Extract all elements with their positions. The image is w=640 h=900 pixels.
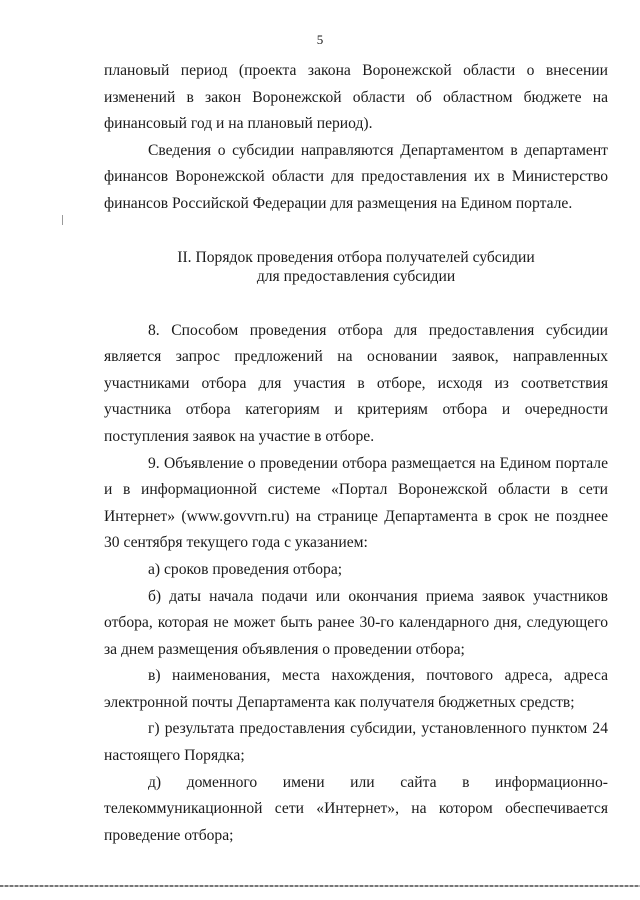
section-heading-line1: II. Порядок проведения отбора получателей субсидии bbox=[177, 248, 535, 266]
list-item-a: а) сроков проведения отбора; bbox=[148, 560, 343, 578]
section-heading bbox=[104, 248, 608, 286]
clause-8: 8. Способом проведения отбора для предоставления субсидии является запрос предложений на основании заявок, направленных участниками отбора для участия в отборе, исходя из соответствия участника отбора категориям и критериям отбора и очередности поступления заявок на участие в отборе. bbox=[104, 321, 608, 445]
document-body bbox=[104, 58, 608, 849]
scan-margin-mark bbox=[62, 215, 63, 225]
list-item-b: б) даты начала подачи или окончания приема заявок участников отбора, которая не может быть ранее 30-го календарного дня, следующего за днем размещения объявления о проведении отбора; bbox=[104, 587, 608, 658]
list-item-v: в) наименования, места нахождения, почтового адреса, адреса электронной почты Департамента как получателя бюджетных средств; bbox=[104, 667, 608, 711]
list-item-d: д) доменного имени или сайта в информационно-телекоммуникационной сети «Интернет», на котором обеспечивается проведение отбора; bbox=[104, 773, 608, 844]
paragraph-subsidy-info: Сведения о субсидии направляются Департаментом в департамент финансов Воронежской области для предоставления их в Министерство финансов Российской Федерации для размещения на Едином портале. bbox=[104, 141, 608, 212]
scan-bottom-edge bbox=[0, 885, 640, 887]
section-heading-line2: для предоставления субсидии bbox=[256, 267, 456, 285]
clause-9: 9. Объявление о проведении отбора размещается на Едином портале и в информационной системе «Портал Воронежской области в сети Интернет» (www.govvrn.ru) на странице Департамента в срок не позднее 30 сентября текущего года с указанием: bbox=[104, 454, 608, 552]
paragraph-continuation: плановый период (проекта закона Воронежской области о внесении изменений в закон Воронежской области об областном бюджете на финансовый год и на плановый период). bbox=[104, 62, 608, 133]
page-number: 5 bbox=[316, 32, 324, 47]
list-item-g: г) результата предоставления субсидии, установленного пунктом 24 настоящего Порядка; bbox=[104, 720, 608, 765]
